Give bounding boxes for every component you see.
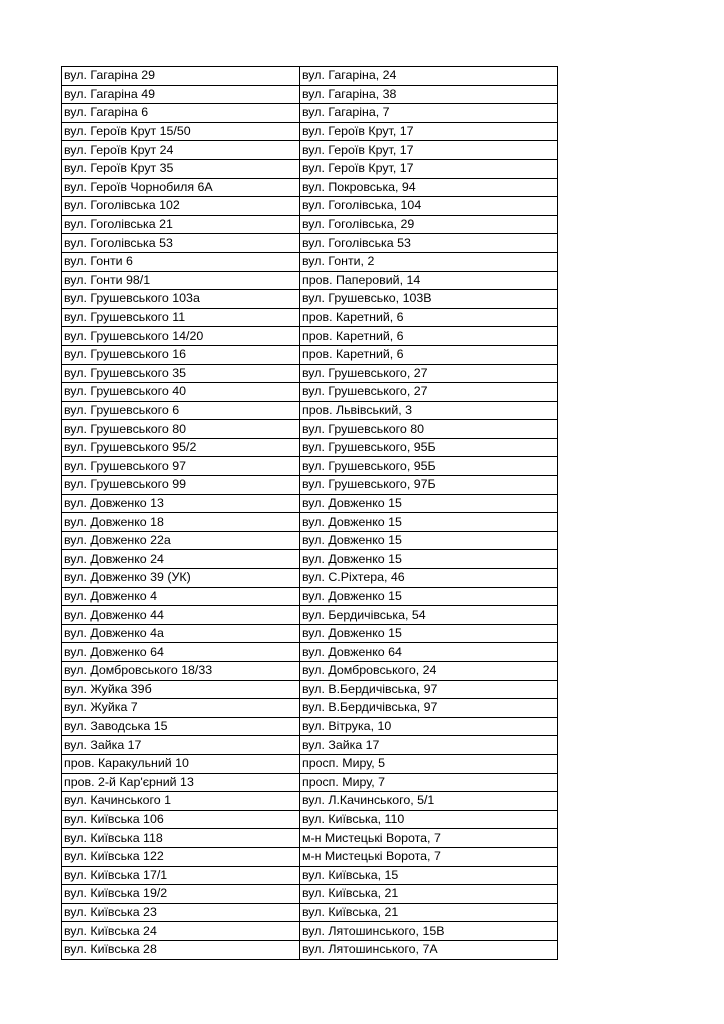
cell-original-address: вул. Жуйка 7 [62,699,300,718]
cell-new-address: вул. Гоголівська, 29 [300,215,558,234]
address-table [61,66,558,960]
cell-original-address: вул. Київська 28 [62,940,300,959]
table-row [62,569,558,588]
cell-original-address: вул. Довженко 64 [62,643,300,662]
cell-new-address: вул. Грушевського 80 [300,420,558,439]
table-row [62,922,558,941]
table-row [62,699,558,718]
table-row [62,624,558,643]
table-row [62,122,558,141]
cell-new-address: пров. Каретний, 6 [300,327,558,346]
cell-new-address: вул. Гоголівська 53 [300,234,558,253]
cell-new-address: м-н Мистецькі Ворота, 7 [300,829,558,848]
table-row [62,141,558,160]
cell-new-address: вул. Грушевського, 27 [300,364,558,383]
table-row [62,67,558,86]
cell-original-address: вул. Грушевського 16 [62,345,300,364]
table-row [62,829,558,848]
table-row [62,234,558,253]
cell-new-address: вул. Гонти, 2 [300,252,558,271]
cell-new-address: вул. Лятошинського, 15В [300,922,558,941]
table-row [62,885,558,904]
cell-original-address: вул. Грушевського 6 [62,401,300,420]
table-row [62,680,558,699]
table-row [62,773,558,792]
cell-original-address: вул. Качинського 1 [62,792,300,811]
cell-original-address: вул. Довженко 4 [62,587,300,606]
cell-new-address: вул. Бердичівська, 54 [300,606,558,625]
cell-new-address: вул. Гагаріна, 7 [300,104,558,123]
cell-original-address: пров. 2-й Кар'єрний 13 [62,773,300,792]
cell-original-address: вул. Домбровського 18/33 [62,662,300,681]
table-row [62,159,558,178]
cell-original-address: вул. Довженко 18 [62,513,300,532]
table-row [62,215,558,234]
cell-new-address: вул. Довженко 15 [300,624,558,643]
table-row [62,364,558,383]
table-row [62,531,558,550]
table-row [62,327,558,346]
cell-original-address: вул. Героїв Чорнобиля 6А [62,178,300,197]
table-row [62,717,558,736]
cell-new-address: вул. Грушевського, 27 [300,383,558,402]
table-row [62,420,558,439]
cell-original-address: вул. Гагаріна 6 [62,104,300,123]
cell-new-address: вул. В.Бердичівська, 97 [300,680,558,699]
cell-new-address: вул. Київська, 15 [300,866,558,885]
table-row [62,662,558,681]
cell-original-address: вул. Гонти 98/1 [62,271,300,290]
cell-original-address: вул. Гагаріна 29 [62,67,300,86]
table-row [62,476,558,495]
cell-original-address: вул. Жуйка 39б [62,680,300,699]
table-row [62,494,558,513]
cell-original-address: вул. Зайка 17 [62,736,300,755]
cell-original-address: вул. Гоголівська 53 [62,234,300,253]
table-row [62,271,558,290]
table-row [62,345,558,364]
cell-new-address: вул. Гагаріна, 24 [300,67,558,86]
cell-new-address: вул. Вітрука, 10 [300,717,558,736]
table-row [62,308,558,327]
cell-original-address: вул. Героїв Крут 15/50 [62,122,300,141]
cell-new-address: вул. Л.Качинського, 5/1 [300,792,558,811]
table-row [62,513,558,532]
table-row [62,606,558,625]
table-row [62,252,558,271]
table-row [62,178,558,197]
cell-new-address: м-н Мистецькі Ворота, 7 [300,847,558,866]
table-row [62,754,558,773]
cell-new-address: вул. Героїв Крут, 17 [300,159,558,178]
cell-original-address: вул. Довженко 39 (УК) [62,569,300,588]
cell-original-address: вул. Гоголівська 102 [62,197,300,216]
table-row [62,903,558,922]
cell-new-address: вул. Гагаріна, 38 [300,85,558,104]
table-row [62,85,558,104]
cell-new-address: пров. Львівський, 3 [300,401,558,420]
table-row [62,847,558,866]
table-row [62,810,558,829]
cell-new-address: вул. Довженко 15 [300,531,558,550]
cell-new-address: вул. Київська, 21 [300,885,558,904]
table-row [62,736,558,755]
cell-original-address: вул. Довженко 44 [62,606,300,625]
cell-new-address: вул. Київська, 21 [300,903,558,922]
cell-new-address: пров. Каретний, 6 [300,345,558,364]
cell-new-address: вул. Покровська, 94 [300,178,558,197]
cell-new-address: вул. С.Ріхтера, 46 [300,569,558,588]
table-row [62,438,558,457]
cell-new-address: вул. Довженко 15 [300,550,558,569]
cell-original-address: вул. Грушевського 40 [62,383,300,402]
cell-new-address: вул. Довженко 15 [300,494,558,513]
table-row [62,587,558,606]
cell-original-address: пров. Каракульний 10 [62,754,300,773]
cell-original-address: вул. Гоголівська 21 [62,215,300,234]
cell-new-address: пров. Паперовий, 14 [300,271,558,290]
cell-new-address: вул. Грушевського, 95Б [300,457,558,476]
cell-original-address: вул. Київська 106 [62,810,300,829]
cell-new-address: пров. Каретний, 6 [300,308,558,327]
cell-new-address: вул. Героїв Крут, 17 [300,122,558,141]
cell-new-address: вул. Довженко 64 [300,643,558,662]
cell-new-address: вул. Грушевського, 95Б [300,438,558,457]
cell-original-address: вул. Київська 19/2 [62,885,300,904]
table-row [62,940,558,959]
cell-new-address: вул. Зайка 17 [300,736,558,755]
cell-new-address: просп. Миру, 7 [300,773,558,792]
cell-new-address: просп. Миру, 5 [300,754,558,773]
cell-original-address: вул. Київська 24 [62,922,300,941]
cell-new-address: вул. Грушевсько, 103В [300,290,558,309]
table-row [62,383,558,402]
cell-original-address: вул. Грушевського 80 [62,420,300,439]
cell-original-address: вул. Київська 122 [62,847,300,866]
cell-new-address: вул. Лятошинського, 7А [300,940,558,959]
cell-original-address: вул. Київська 23 [62,903,300,922]
table-row [62,643,558,662]
table-row [62,104,558,123]
table-row [62,457,558,476]
cell-original-address: вул. Грушевського 35 [62,364,300,383]
cell-original-address: вул. Грушевського 14/20 [62,327,300,346]
cell-original-address: вул. Героїв Крут 24 [62,141,300,160]
cell-original-address: вул. Гагаріна 49 [62,85,300,104]
cell-original-address: вул. Героїв Крут 35 [62,159,300,178]
cell-new-address: вул. Київська, 110 [300,810,558,829]
cell-original-address: вул. Грушевського 99 [62,476,300,495]
cell-original-address: вул. Київська 17/1 [62,866,300,885]
cell-original-address: вул. Довженко 24 [62,550,300,569]
cell-new-address: вул. Гоголівська, 104 [300,197,558,216]
cell-original-address: вул. Довженко 13 [62,494,300,513]
cell-original-address: вул. Гонти 6 [62,252,300,271]
table-row [62,197,558,216]
cell-original-address: вул. Грушевського 11 [62,308,300,327]
cell-new-address: вул. Героїв Крут, 17 [300,141,558,160]
table-row [62,550,558,569]
cell-original-address: вул. Заводська 15 [62,717,300,736]
cell-original-address: вул. Грушевського 95/2 [62,438,300,457]
cell-original-address: вул. Грушевського 97 [62,457,300,476]
cell-original-address: вул. Довженко 4а [62,624,300,643]
address-table-body [62,67,558,960]
cell-new-address: вул. Грушевського, 97Б [300,476,558,495]
cell-original-address: вул. Грушевського 103а [62,290,300,309]
cell-new-address: вул. В.Бердичівська, 97 [300,699,558,718]
table-row [62,792,558,811]
cell-new-address: вул. Довженко 15 [300,513,558,532]
cell-new-address: вул. Домбровського, 24 [300,662,558,681]
table-row [62,290,558,309]
cell-original-address: вул. Київська 118 [62,829,300,848]
table-row [62,866,558,885]
cell-original-address: вул. Довженко 22а [62,531,300,550]
cell-new-address: вул. Довженко 15 [300,587,558,606]
table-row [62,401,558,420]
